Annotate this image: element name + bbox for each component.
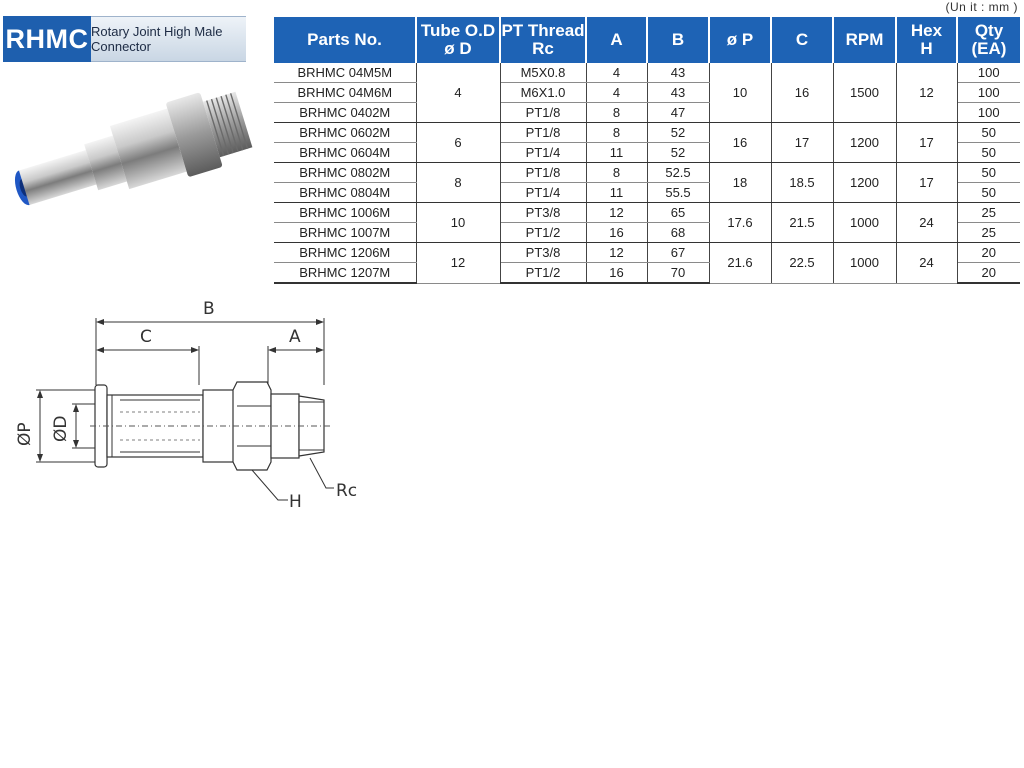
cell-a: 4 — [586, 63, 647, 83]
cell-qty: 50 — [957, 143, 1020, 163]
cell-b: 43 — [647, 63, 709, 83]
cell-a: 8 — [586, 103, 647, 123]
cell-phi-p: 17.6 — [709, 203, 771, 243]
header-rpm: RPM — [833, 17, 896, 63]
cell-a: 11 — [586, 143, 647, 163]
cell-part: BRHMC 04M5M — [274, 63, 416, 83]
cell-part: BRHMC 1207M — [274, 263, 416, 284]
cell-b: 52 — [647, 123, 709, 143]
cell-qty: 50 — [957, 183, 1020, 203]
cell-thread: PT1/2 — [500, 263, 586, 284]
cell-thread: PT1/4 — [500, 143, 586, 163]
table-row — [274, 163, 1020, 183]
cell-a: 8 — [586, 123, 647, 143]
cell-b: 70 — [647, 263, 709, 284]
cell-hex: 24 — [896, 203, 957, 243]
cell-part: BRHMC 1007M — [274, 223, 416, 243]
cell-a: 11 — [586, 183, 647, 203]
header-hex-line1: Hex — [910, 21, 943, 40]
cell-phi-p: 18 — [709, 163, 771, 203]
cell-b: 67 — [647, 243, 709, 263]
cell-qty: 50 — [957, 163, 1020, 183]
dim-label-b: B — [203, 299, 215, 319]
cell-tube-od: 8 — [416, 163, 500, 203]
product-title-badge — [3, 16, 246, 62]
cell-thread: M5X0.8 — [500, 63, 586, 83]
cell-hex: 12 — [896, 63, 957, 123]
header-tube-od-line2: ø D — [444, 39, 472, 58]
header-tube-od — [416, 17, 500, 63]
cell-thread: PT1/8 — [500, 163, 586, 183]
cell-qty: 100 — [957, 103, 1020, 123]
cell-part: BRHMC 0804M — [274, 183, 416, 203]
cell-rpm: 1000 — [833, 203, 896, 243]
cell-thread: PT1/2 — [500, 223, 586, 243]
product-name: Rotary Joint High Male Connector — [91, 16, 246, 62]
cell-c: 22.5 — [771, 243, 833, 284]
cell-c: 17 — [771, 123, 833, 163]
cell-hex: 24 — [896, 243, 957, 284]
cell-a: 12 — [586, 243, 647, 263]
table-row — [274, 123, 1020, 143]
table-row — [274, 63, 1020, 83]
cell-a: 16 — [586, 263, 647, 284]
unit-note: (Un it : mm ) — [945, 0, 1018, 14]
product-code: RHMC — [3, 16, 91, 62]
product-photo — [4, 80, 270, 210]
header-b: B — [647, 17, 709, 63]
cell-qty: 20 — [957, 263, 1020, 284]
cell-qty: 25 — [957, 223, 1020, 243]
table-row — [274, 203, 1020, 223]
cell-thread: PT1/8 — [500, 123, 586, 143]
cell-qty: 100 — [957, 83, 1020, 103]
cell-rpm: 1000 — [833, 243, 896, 284]
cell-part: BRHMC 0604M — [274, 143, 416, 163]
cell-c: 18.5 — [771, 163, 833, 203]
dim-label-phi-d: ØD — [51, 415, 71, 442]
cell-qty: 20 — [957, 243, 1020, 263]
cell-qty: 100 — [957, 63, 1020, 83]
table-header-row — [274, 17, 1020, 63]
cell-tube-od: 12 — [416, 243, 500, 284]
cell-thread: PT1/4 — [500, 183, 586, 203]
cell-rpm: 1500 — [833, 63, 896, 123]
cell-hex: 17 — [896, 163, 957, 203]
cell-rpm: 1200 — [833, 123, 896, 163]
cell-b: 52 — [647, 143, 709, 163]
header-pt-thread-line1: PT Thread — [501, 21, 585, 40]
header-qty-line1: Qty — [974, 21, 1004, 40]
cell-phi-p: 10 — [709, 63, 771, 123]
cell-part: BRHMC 1006M — [274, 203, 416, 223]
header-pt-thread — [500, 17, 586, 63]
cell-a: 8 — [586, 163, 647, 183]
cell-part: BRHMC 1206M — [274, 243, 416, 263]
cell-c: 16 — [771, 63, 833, 123]
cell-thread: PT3/8 — [500, 243, 586, 263]
cell-part: BRHMC 0402M — [274, 103, 416, 123]
cell-b: 52.5 — [647, 163, 709, 183]
header-c: C — [771, 17, 833, 63]
cell-c: 21.5 — [771, 203, 833, 243]
header-tube-od-line1: Tube O.D — [420, 21, 496, 40]
cell-part: BRHMC 0602M — [274, 123, 416, 143]
dimension-drawing — [0, 290, 400, 520]
cell-b: 68 — [647, 223, 709, 243]
header-pt-thread-line2: Rc — [532, 39, 554, 58]
cell-b: 43 — [647, 83, 709, 103]
cell-qty: 25 — [957, 203, 1020, 223]
dim-label-c: C — [140, 327, 152, 347]
cell-phi-p: 21.6 — [709, 243, 771, 284]
cell-part: BRHMC 04M6M — [274, 83, 416, 103]
header-qty — [957, 17, 1020, 63]
dim-label-phi-p: ØP — [15, 422, 35, 446]
cell-rpm: 1200 — [833, 163, 896, 203]
dim-label-a: A — [289, 327, 301, 347]
spec-table — [274, 17, 1020, 284]
cell-phi-p: 16 — [709, 123, 771, 163]
cell-tube-od: 4 — [416, 63, 500, 123]
cell-thread: PT1/8 — [500, 103, 586, 123]
header-qty-line2: (EA) — [971, 39, 1007, 58]
cell-b: 47 — [647, 103, 709, 123]
header-hex-line2: H — [920, 39, 933, 58]
cell-qty: 50 — [957, 123, 1020, 143]
table-row — [274, 243, 1020, 263]
header-a: A — [586, 17, 647, 63]
dim-label-rc: Rc — [336, 481, 358, 501]
cell-part: BRHMC 0802M — [274, 163, 416, 183]
cell-a: 16 — [586, 223, 647, 243]
cell-hex: 17 — [896, 123, 957, 163]
cell-b: 65 — [647, 203, 709, 223]
cell-tube-od: 6 — [416, 123, 500, 163]
header-hex — [896, 17, 957, 63]
cell-thread: M6X1.0 — [500, 83, 586, 103]
dim-label-hex-h: H — [289, 492, 302, 512]
cell-b: 55.5 — [647, 183, 709, 203]
cell-a: 12 — [586, 203, 647, 223]
header-phi-p: ø P — [709, 17, 771, 63]
cell-thread: PT3/8 — [500, 203, 586, 223]
header-parts-no: Parts No. — [274, 17, 416, 63]
cell-a: 4 — [586, 83, 647, 103]
cell-tube-od: 10 — [416, 203, 500, 243]
